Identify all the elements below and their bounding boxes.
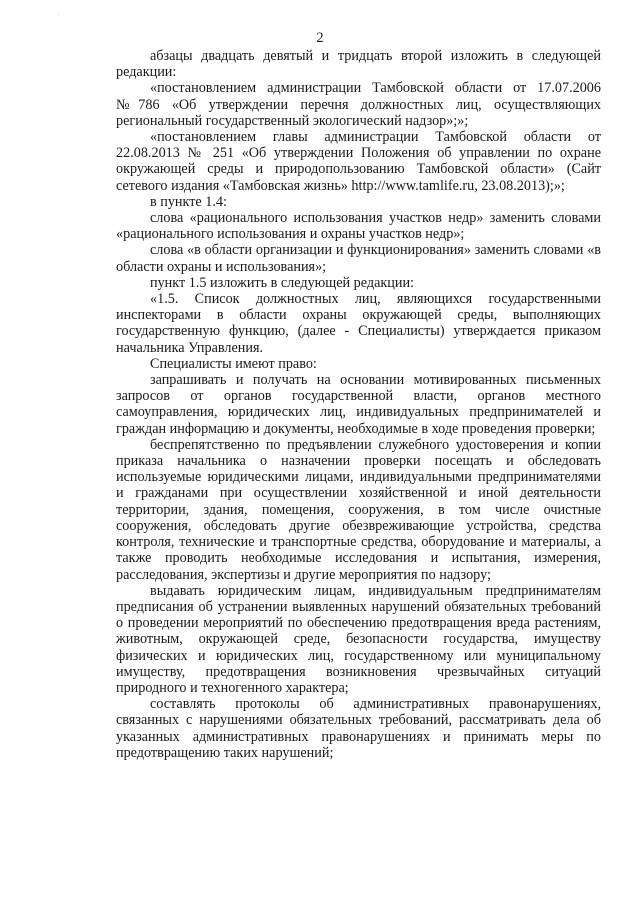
- document-body: [116, 48, 601, 761]
- paragraph: составлять протоколы об административных правонарушениях, связанных с нарушениями обязательных требований, рассматривать дела об указанных административных правонарушениях и принимать меры по предотвращению таких нарушений;: [116, 696, 601, 761]
- paragraph: пункт 1.5 изложить в следующей редакции:: [150, 274, 414, 291]
- paragraph: слова «в области организации и функционирования» заменить словами «в области охраны и использования»;: [116, 242, 601, 275]
- page-number: 2: [316, 30, 324, 46]
- paragraph: беспрепятственно по предъявлении служебного удостоверения и копии приказа начальника о назначении проверки посещать и обследовать используемые юридическими лицами, индивидуальными предпринимателями и гражданами при осуществлении хозяйственной и иной деятельности территории, здания, помещения, сооружения, в том числе очистные сооружения, обследовать другие обезвреживающие устройства, средства контроля, технические и транспортные средства, оборудование и материалы, а также проводить необходимые исследования и испытания, измерения, расследования, экспертизы и другие мероприятия по надзору;: [116, 436, 601, 583]
- paragraph: слова «рационального использования участков недр» заменить словами «рационального использования и охраны участков недр»;: [116, 210, 601, 243]
- paragraph: выдавать юридическим лицам, индивидуальным предпринимателям предписания об устранении выявленных нарушений обязательных требований о проведении мероприятий по обеспечению предотвращения вреда растениям, животным, окружающей среде, безопасности государства, имуществу физических и юридических лиц, государственному или муниципальному имуществу, предотвращения возникновения чрезвычайных ситуаций природного и техногенного характера;: [116, 582, 601, 696]
- paragraph: запрашивать и получать на основании мотивированных письменных запросов от органов государственной власти, органов местного самоуправления, юридических лиц, индивидуальных предпринимателей и граждан информацию и документы, необходимые в ходе проведения проверки;: [116, 372, 601, 437]
- paragraph: Специалисты имеют право:: [150, 355, 317, 372]
- paragraph: в пункте 1.4:: [150, 193, 227, 210]
- paragraph: «постановлением администрации Тамбовской области от 17.07.2006 №786 «Об утверждении перечня должностных лиц, осуществляющих региональный государственный экологический надзор»;»;: [116, 80, 601, 129]
- paragraph: абзацы двадцать девятый и тридцать второй изложить в следующей редакции:: [116, 48, 601, 81]
- paragraph: «постановлением главы администрации Тамбовской области от 22.08.2013 № 251 «Об утверждении Положения об управлении по охране окружающей среды и природопользованию Тамбовской области» (Сайт сетевого издания «Тамбовская жизнь» http://www.tamlife.ru, 23.08.2013);»;: [116, 129, 601, 194]
- paragraph: «1.5. Список должностных лиц, являющихся государственными инспекторами в области охраны окружающей среды, выполняющих государственную функцию, (далее - Специалисты) утверждается приказом начальника Управления.: [116, 291, 601, 356]
- scan-speck: [58, 14, 59, 15]
